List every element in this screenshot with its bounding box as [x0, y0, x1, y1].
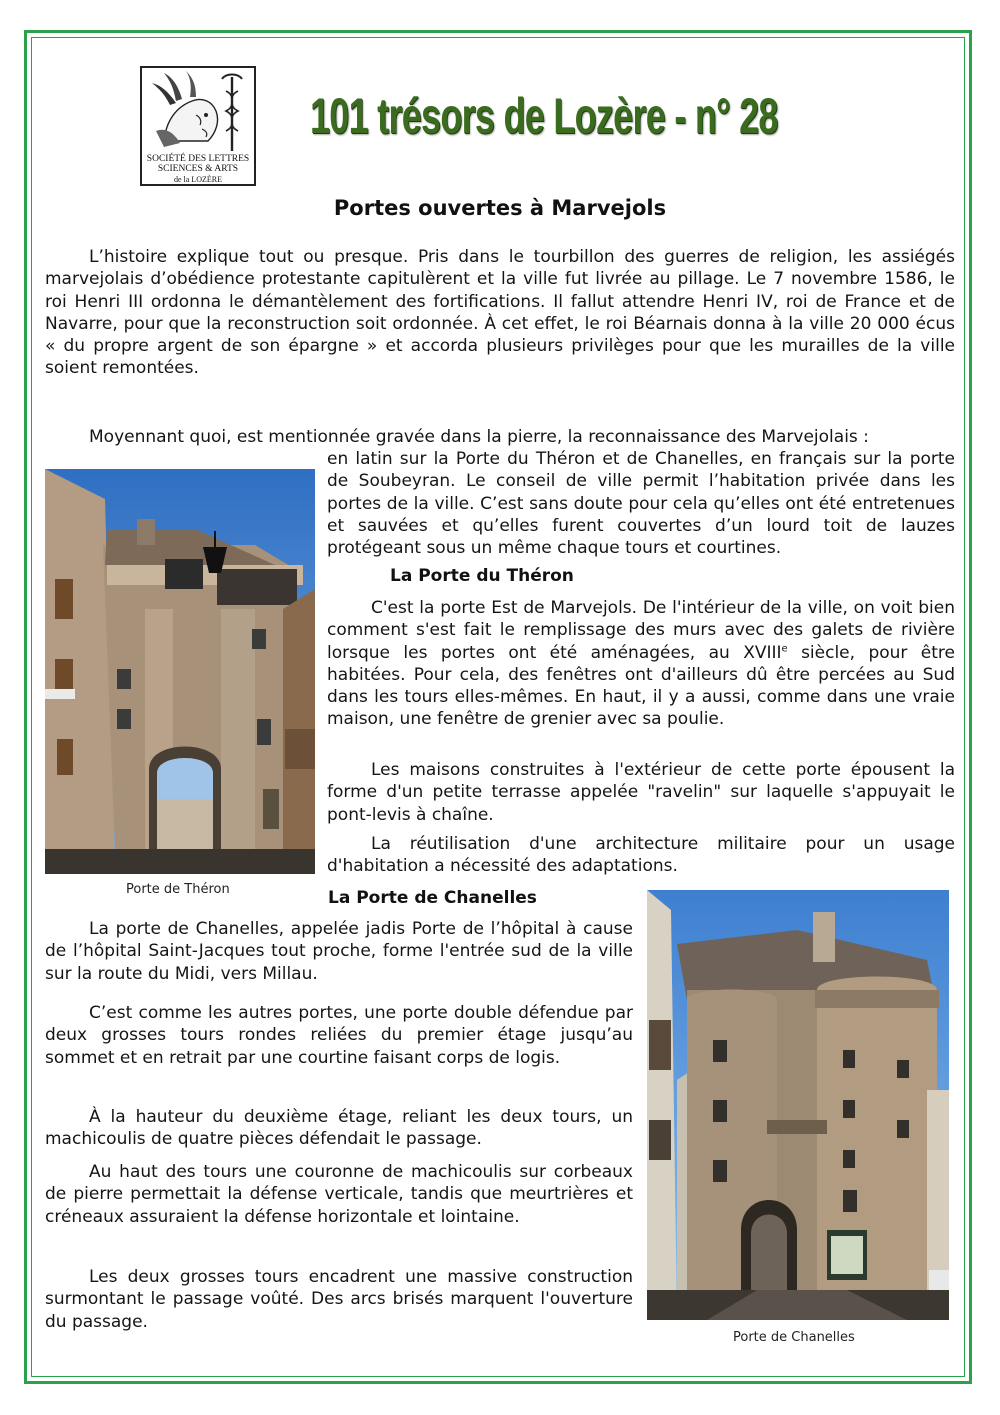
chanelles-p2-text: C’est comme les autres portes, une porte double défendue par deux grosses tours rondes reliées du premier étage jusqu’au sommet et en retrait par une courtine faisant corps de logis. — [45, 1003, 633, 1068]
chanelles-paragraph-5 — [45, 1266, 633, 1333]
theron-paragraph-2 — [327, 759, 955, 826]
theron-paragraph-3 — [327, 833, 955, 878]
theron-paragraph-1 — [327, 597, 955, 731]
recognition-text: en latin sur la Porte du Théron et de Chanelles, en français sur la porte de Soubeyran. Le conseil de ville permit l’habitation privée dans les portes de la ville. C’est sans doute pour cela qu’elles ont été entretenues et sauvées et qu’elles furent couvertes d’un lourd toit de lauzes protégeant sous un même chaque tours et courtines. — [327, 449, 955, 559]
chanelles-paragraph-4 — [45, 1161, 633, 1228]
theron-p2-text: Les maisons construites à l'extérieur de cette porte épousent la forme d'un petite terrasse appelée "ravelin" sur laquelle s'appuyait le pont-levis à chaîne. — [327, 760, 955, 825]
chanelles-p4-text: Au haut des tours une couronne de machicoulis sur corbeaux de pierre permettait la défense verticale, tandis que meurtrières et créneaux assuraient la défense horizontale et lointaine. — [45, 1162, 633, 1227]
recognition-lead-text: Moyennant quoi, est mentionnée gravée dans la pierre, la reconnaissance des Marvejolais : — [89, 427, 869, 447]
chanelles-p5-text: Les deux grosses tours encadrent une massive construction surmontant le passage voûté. Des arcs brisés marquent l'ouverture du passage. — [45, 1267, 633, 1332]
heading-porte-chanelles: La Porte de Chanelles — [328, 888, 537, 908]
intro-paragraph — [45, 246, 955, 380]
heading-porte-theron: La Porte du Théron — [390, 566, 574, 586]
caption-porte-chanelles: Porte de Chanelles — [733, 1330, 855, 1345]
chanelles-paragraph-2 — [45, 1002, 633, 1069]
theron-p1-sup: e — [781, 642, 788, 654]
recognition-paragraph — [327, 448, 955, 559]
chanelles-p3-text: À la hauteur du deuxième étage, reliant les deux tours, un machicoulis de quatre pièces défendait le passage. — [45, 1107, 633, 1150]
logo-text: SOCIÉTÉ DES LETTRES SCIENCES & ARTS — [146, 154, 250, 174]
theron-p1-end: siècle, pour être habitées. Pour cela, des fenêtres ont d'ailleurs dû être percées au Sud dans les tours elles-mêmes. En haut, il y a aussi, comme dans une vraie maison, une fenêtre de grenier avec sa poulie. — [327, 642, 955, 730]
mercury-head-icon — [146, 71, 254, 153]
article-subtitle: Portes ouvertes à Marvejols — [333, 196, 667, 220]
photo-porte-theron — [45, 469, 315, 874]
chanelles-paragraph-1 — [45, 918, 633, 985]
chanelles-p1-text: La porte de Chanelles, appelée jadis Porte de l’hôpital à cause de l’hôpital Saint-Jacques tout proche, forme l'entrée sud de la ville sur la route du Midi, vers Millau. — [45, 919, 633, 984]
chanelles-paragraph-3 — [45, 1106, 633, 1151]
theron-p1-start: C'est la porte Est de Marvejols. De l'intérieur de la ville, on voit bien comment s'est fait le remplissage des murs avec des galets de rivière lorsque les portes ont été aménagées, au XVIII — [327, 598, 955, 663]
caption-porte-theron: Porte de Théron — [126, 882, 230, 897]
photo-porte-chanelles — [647, 890, 949, 1320]
intro-text: L’histoire explique tout ou presque. Pris dans le tourbillon des guerres de religion, les assiégés marvejolais d’obédience protestante capitulèrent et la ville fut livrée au pillage. Le 7 novembre 1586, le roi Henri III ordonna le démantèlement des fortifications. Il fallut attendre Henri IV, roi de France et de Navarre, pour que la reconstruction soit ordonnée. À cet effet, le roi Béarnais donna à la ville 20 000 écus « du propre argent de son épargne » et accorda plusieurs privilèges pour que les murailles de la ville soient remontées. — [45, 247, 955, 379]
society-logo — [140, 66, 256, 186]
page-title: 101 trésors de Lozère - n° 28 — [310, 88, 778, 144]
logo-subtext: de la LOZÈRE — [174, 175, 222, 184]
theron-p3-text: La réutilisation d'une architecture militaire pour un usage d'habitation a nécessité des adaptations. — [327, 834, 955, 877]
recognition-lead — [45, 426, 955, 448]
